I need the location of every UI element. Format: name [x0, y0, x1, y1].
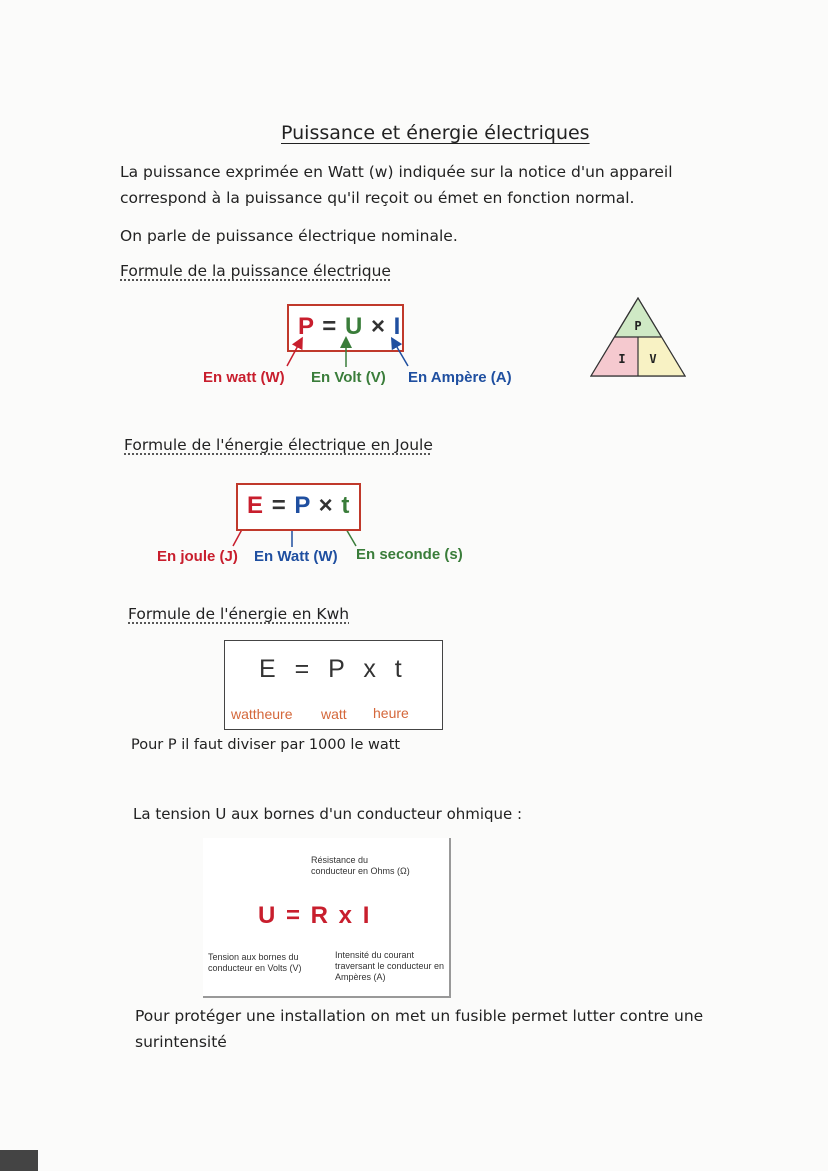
- current-symbol: I: [393, 313, 402, 340]
- power-formula: P = U × I: [298, 313, 402, 340]
- label-joule: En joule (J): [157, 548, 238, 565]
- intro-line-1: La puissance exprimée en Watt (w) indiquée sur la notice d'un appareil: [120, 163, 673, 181]
- kwh-formula-box: [224, 640, 443, 730]
- energy-symbol: E: [247, 492, 265, 519]
- joule-formula-heading: Formule de l'énergie électrique en Joule: [124, 436, 433, 454]
- kwh-formula: E = P x t: [259, 655, 408, 683]
- label-second: En seconde (s): [356, 546, 463, 563]
- power-formula-heading: Formule de la puissance électrique: [120, 262, 391, 280]
- kwh-note: Pour P il faut diviser par 1000 le watt: [131, 737, 401, 753]
- joule-formula: E = P × t: [247, 492, 351, 519]
- arrow-power: [287, 342, 300, 366]
- triangle-v: V: [649, 352, 657, 366]
- joule-formula-box: [236, 483, 361, 531]
- ohm-intro: La tension U aux bornes d'un conducteur ohmique :: [133, 805, 523, 823]
- triangle-p: P: [634, 319, 642, 333]
- time-symbol: t: [341, 492, 351, 519]
- kwh-formula-heading: Formule de l'énergie en Kwh: [128, 605, 350, 623]
- kwh-label-p: watt: [321, 706, 347, 722]
- triangle-i: I: [618, 352, 626, 366]
- label-ampere: En Ampère (A): [408, 369, 512, 386]
- power-symbol: P: [298, 313, 315, 340]
- kwh-label-e: wattheure: [231, 706, 293, 722]
- piv-triangle: [589, 296, 687, 378]
- ohm-formula: U = R x I: [258, 902, 372, 929]
- conclusion-line-2: surintensité: [135, 1033, 227, 1051]
- tension-label: Tension aux bornes du conducteur en Volts (V): [208, 952, 302, 973]
- kwh-label-t: heure: [373, 705, 409, 721]
- resistance-label: Résistance du conducteur en Ohms (Ω): [311, 855, 410, 876]
- page-corner-mark: [0, 1150, 38, 1171]
- ohm-figure: [203, 838, 451, 998]
- label-volt: En Volt (V): [311, 369, 386, 386]
- conclusion-line-1: Pour protéger une installation on met un fusible permet lutter contre une: [135, 1007, 704, 1025]
- label-watt: En watt (W): [203, 369, 285, 386]
- page-title: Puissance et énergie électriques: [281, 122, 590, 144]
- label-watt-2: En Watt (W): [254, 548, 338, 565]
- intro-line-3: On parle de puissance électrique nominale.: [120, 227, 458, 245]
- current-label: Intensité du courant traversant le conducteur en Ampères (A): [335, 950, 445, 982]
- power-symbol-2: P: [294, 492, 311, 519]
- voltage-symbol: U: [344, 313, 364, 340]
- intro-line-2: correspond à la puissance qu'il reçoit ou émet en fonction normal.: [120, 189, 635, 207]
- arrow-current: [394, 342, 408, 366]
